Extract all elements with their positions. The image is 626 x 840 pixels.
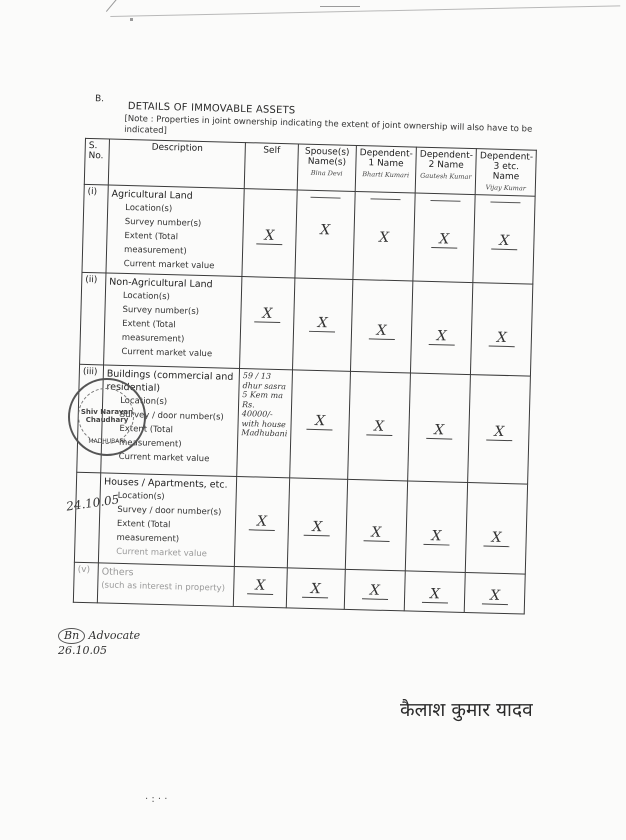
cross-mark: X <box>371 524 382 541</box>
cell-dep1 <box>348 371 411 481</box>
cell-dep1 <box>345 479 407 571</box>
row-item: Survey / door number(s) <box>119 409 224 423</box>
cell-self <box>242 189 297 278</box>
cross-mark: X <box>264 227 275 244</box>
immovable-assets-table <box>73 138 537 615</box>
cell-spouse <box>287 478 347 569</box>
row-item: Survey number(s) <box>124 216 202 229</box>
stamp-place: MADHUBANI <box>88 438 126 445</box>
cross-mark: X <box>496 329 507 346</box>
row-item: Survey number(s) <box>122 304 200 317</box>
spouse-name: Bina Devi <box>310 168 343 178</box>
cross-mark: X <box>436 328 447 345</box>
header-self: Self <box>244 143 298 190</box>
cross-mark: X <box>262 305 273 322</box>
cross-mark: X <box>431 528 442 545</box>
advocate-initials: Bn <box>58 628 85 644</box>
row-description <box>98 473 236 567</box>
header-dep3-label: Dependent-3 etc. Name <box>479 151 534 183</box>
row-item: Extent (Total measurement) <box>121 318 185 345</box>
cell-dep2 <box>413 193 475 283</box>
header-spouse-label: Spouse(s) Name(s) <box>304 146 350 168</box>
row-heading: Houses / Apartments, etc. <box>103 476 228 491</box>
dependent-2-name: Gautesh Kumar <box>420 171 472 182</box>
table-row <box>82 184 536 284</box>
row-heading: Others <box>101 566 134 579</box>
advocate-date: 26.10.05 <box>58 644 107 657</box>
row-heading: Agricultural Land <box>111 188 193 202</box>
row-item: Current market value <box>116 546 207 560</box>
cell-self <box>240 277 295 370</box>
cross-mark: X <box>494 423 505 440</box>
dependent-1-name: Bharti Kumari <box>362 170 410 180</box>
cross-mark: X <box>314 413 326 430</box>
row-item: Location(s) <box>120 395 168 408</box>
row-heading: Non-Agricultural Land <box>109 276 213 291</box>
dash-line <box>311 197 341 199</box>
cell-spouse <box>286 568 345 610</box>
cross-mark: X <box>319 222 331 239</box>
cell-spouse <box>292 278 352 371</box>
cross-mark: X <box>491 529 502 546</box>
scan-dots: · : · · <box>145 794 168 805</box>
cell-dep1 <box>344 569 405 611</box>
dash-line <box>370 198 400 200</box>
cross-mark: X <box>369 582 381 599</box>
cell-self-note: 59 / 13 dhur sasra 5 Kem ma Rs. 40000/- with house Madhubani <box>237 369 293 478</box>
header-description: Description <box>108 139 245 189</box>
cross-mark: X <box>373 418 385 435</box>
row-item: Current market value <box>123 258 215 272</box>
row-description <box>106 185 244 277</box>
advocate-role: Advocate <box>88 629 141 642</box>
row-item: Extent (Total measurement) <box>116 518 180 545</box>
cell-self <box>233 566 287 607</box>
cross-mark: X <box>255 577 266 594</box>
cross-mark: X <box>434 422 445 439</box>
row-item: Current market value <box>121 346 213 360</box>
row-item: Location(s) <box>117 490 165 503</box>
dash-line <box>430 200 460 202</box>
cross-mark: X <box>489 587 501 604</box>
cross-mark: X <box>256 513 268 530</box>
row-sno: (iii) <box>77 364 104 473</box>
cell-spouse <box>290 370 351 479</box>
cross-mark: X <box>310 580 321 598</box>
row-item: Survey / door number(s) <box>117 504 222 518</box>
cross-mark: X <box>312 518 323 536</box>
row-sno: (ii) <box>80 272 106 365</box>
cell-dep2 <box>411 281 474 375</box>
section-note: [Note : Properties in joint ownership indicating the extent of joint ownership will also have to be indicated] <box>124 113 533 137</box>
cross-mark: X <box>439 231 450 248</box>
header-spouse <box>297 144 356 192</box>
row-item: Location(s) <box>122 290 171 303</box>
cell-self <box>234 476 289 567</box>
cross-mark: X <box>317 315 328 332</box>
row-description <box>97 563 234 607</box>
cell-dep3 <box>471 283 534 377</box>
dash-line <box>490 202 520 204</box>
header-sno: S. No. <box>84 138 109 185</box>
row-item: Extent (Total measurement) <box>123 230 187 257</box>
row-item: Current market value <box>118 451 210 465</box>
cross-mark: X <box>499 232 510 250</box>
cell-dep3 <box>473 195 535 285</box>
row-sno: (i) <box>82 184 108 273</box>
cell-spouse <box>295 190 355 279</box>
notary-stamp <box>68 378 146 456</box>
section-title: DETAILS OF IMMOVABLE ASSETS <box>127 100 296 117</box>
table-row <box>80 272 534 376</box>
cell-dep1 <box>353 191 415 281</box>
table-row <box>74 472 528 574</box>
row-heading: Buildings (commercial and residential) <box>106 368 234 394</box>
advocate-signature <box>58 628 140 658</box>
dependent-3-name: Vijay Kumar <box>485 183 526 193</box>
row-description <box>104 273 242 369</box>
deponent-signature: कैलाश कुमार यादव <box>400 699 533 721</box>
cross-mark: X <box>429 586 441 603</box>
cell-dep2 <box>405 481 467 573</box>
cell-dep3 <box>468 375 531 485</box>
header-dependent-3 <box>475 149 536 197</box>
row-sno <box>74 472 100 563</box>
header-dep2-label: Dependent-2 Name <box>419 149 474 171</box>
header-dependent-1 <box>355 145 416 193</box>
header-dep1-label: Dependent-1 Name <box>359 148 413 170</box>
cell-dep2 <box>408 373 471 483</box>
header-dependent-2 <box>415 147 476 195</box>
cell-dep1 <box>350 279 413 373</box>
row-item: Extent (Total measurement) <box>118 423 182 450</box>
cross-mark: X <box>376 322 387 339</box>
cross-mark: X <box>378 229 390 246</box>
section-number: B. <box>94 94 105 105</box>
row-item: Location(s) <box>125 202 173 215</box>
handwritten-date: 24.10.05 <box>65 492 121 514</box>
row-sno: (v) <box>73 562 98 603</box>
cell-dep3 <box>466 483 528 575</box>
cell-dep3 <box>465 572 526 614</box>
stamp-text: Shiv Narayan Chaudhary <box>80 408 134 424</box>
cell-dep2 <box>404 571 465 613</box>
row-item: (such as interest in property) <box>101 580 226 594</box>
